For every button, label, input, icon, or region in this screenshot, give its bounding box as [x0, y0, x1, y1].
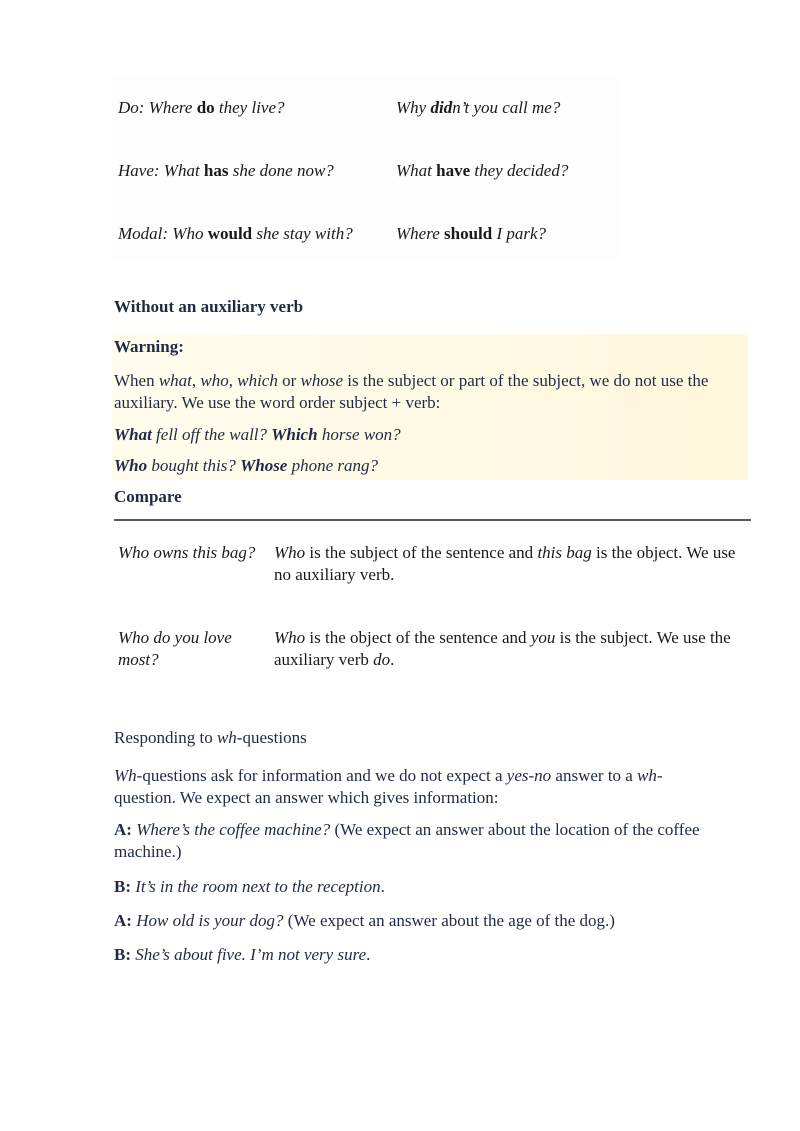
- dialogue-line-4: B: She’s about five. I’m not very sure.: [114, 945, 371, 964]
- compare-answer-2: Who is the object of the sentence and you is the subject. We use the auxiliary verb do.: [274, 628, 731, 669]
- warning-text: When what, who, which or whose is the subject or part of the subject, we do not use the auxiliary. We use the word order subject + verb:: [114, 371, 709, 412]
- dialogue-line-2: B: It’s in the room next to the reception.: [114, 877, 385, 896]
- example-have-right: What have they decided?: [396, 161, 569, 180]
- compare-answer-1: Who is the subject of the sentence and this bag is the object. We use no auxiliary verb.: [274, 543, 736, 584]
- dialogue-line-1: A: Where’s the coffee machine? (We expect an answer about the location of the coffee machine.): [114, 820, 700, 861]
- warning-example-1: What fell off the wall? Which horse won?: [114, 425, 401, 444]
- compare-divider: [114, 519, 751, 521]
- compare-question-2: Who do you love most?: [118, 628, 232, 669]
- responding-paragraph: Wh-questions ask for information and we do not expect a yes-no answer to a wh-question. We expect an answer which gives information:: [114, 766, 663, 807]
- example-have-left: Have: What has she done now?: [118, 161, 334, 180]
- example-do-left: Do: Where do they live?: [118, 98, 285, 117]
- dialogue-line-3: A: How old is your dog? (We expect an answer about the age of the dog.): [114, 911, 615, 930]
- example-modal-right: Where should I park?: [396, 224, 547, 243]
- warning-title: Warning:: [114, 337, 184, 356]
- responding-heading: Responding to wh-questions: [114, 728, 307, 747]
- without-auxiliary-heading: Without an auxiliary verb: [114, 297, 304, 316]
- example-do-right: Why didn’t you call me?: [396, 98, 561, 117]
- compare-heading: Compare: [114, 487, 182, 506]
- warning-example-2: Who bought this? Whose phone rang?: [114, 456, 379, 475]
- compare-question-1: Who owns this bag?: [118, 543, 256, 562]
- example-modal-left: Modal: Who would she stay with?: [118, 224, 353, 243]
